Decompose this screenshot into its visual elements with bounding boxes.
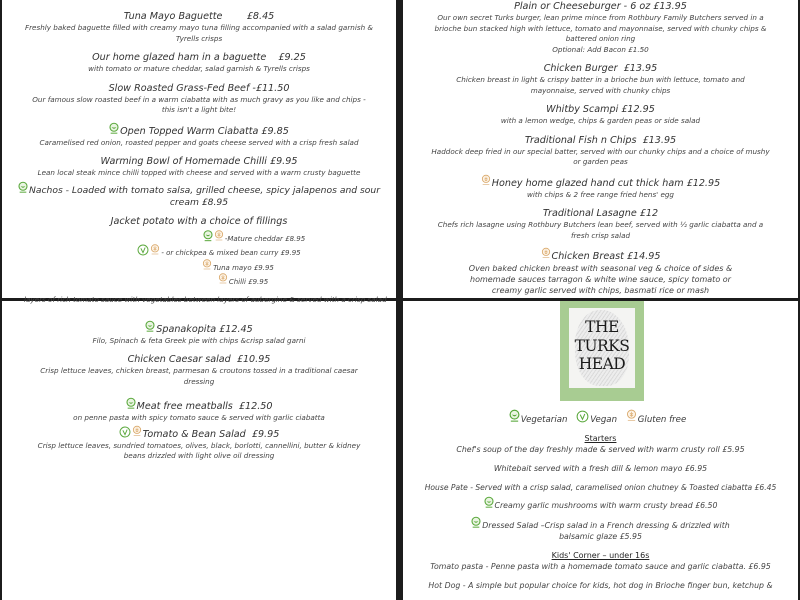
menu-page-top-right [403,0,798,298]
kids-item: Tomato pasta - Penne pasta with a homemade tomato sauce and garlic ciabatta. £6.95 [430,562,771,571]
starter-item: Whitebait served with a fresh dill & lemon mayo £6.95 [493,464,708,473]
vegetarian-icon [484,496,494,509]
item-description: Haddock deep fried in our special batter, served with our chunky chips and a choice of mushy or garden peas [431,146,770,166]
menu-item [2,156,396,179]
vegetarian-icon [471,516,481,529]
menu-page-bottom-right [403,301,798,600]
menu-item [2,181,396,209]
item-description: with tomato or mature cheddar, salad garnish & Tyrells crisps [88,64,310,73]
item-title: Traditional Fish n Chips £13.95 [524,134,677,146]
kids-item: Hot Dog - A simple but popular choice for kids, hot dog in Brioche finger bun, ketchup & [428,581,773,590]
item-title: Plain or Cheeseburger - 6 oz £13.95 [514,1,687,12]
vegetarian-icon [126,397,136,410]
menu-item [2,354,396,387]
menu-item [403,1,798,55]
item-title-row [403,247,798,263]
menu-item [2,320,396,347]
item-title-row [2,122,396,138]
vegetarian-icon [145,320,155,333]
jacket-potato-section [2,216,396,288]
item-extra: Optional: Add Bacon £1.50 [552,44,649,54]
item-title: Our home glazed ham in a baguette £9.25 [92,52,306,63]
item-description: Freshly baked baguette filled with creamy mayo tuna filling accompanied with a salad garnish & Tyrells crisps [24,23,374,43]
item-title: Tomato & Bean Salad £9.95 [142,428,280,440]
item-title: Honey home glazed hand cut thick ham £12.95 [491,177,721,189]
starter-item: Dressed Salad –Crisp salad in a French dressing & drizzled with balsamic glaze £5.95 [403,516,798,542]
item-description: with chips & 2 free range fried hens' egg [526,189,674,199]
item-title-row [2,425,396,441]
menu-item [2,52,396,75]
item-title: Chicken Burger £13.95 [543,63,658,74]
menu-item [403,135,798,168]
item-title: Open Topped Warm Ciabatta £9.85 [120,125,289,137]
cut-off-description: layers of rich tomato sauce with vegetables between layers of aubergine & served with a crisp salad [24,295,387,304]
item-description: Caramelised red onion, roasted pepper and goats cheese served with a crisp fresh salad [39,137,359,147]
item-title: Jacket potato with a choice of fillings [110,215,288,227]
item-title: Meat free meatballs £12.50 [136,401,273,412]
item-title-row [403,174,798,190]
menu-item [2,122,396,149]
legend-vegetarian: Vegetarian [509,415,568,425]
item-title: Chicken Breast £14.95 [551,251,661,262]
item-title: Tuna Mayo Baguette £8.45 [123,11,275,22]
menu-item [2,425,396,462]
filling-row [2,259,396,274]
item-title: Chicken Caesar salad £10.95 [127,354,271,365]
filling-label: Chilli £9.95 [228,278,269,286]
item-description: Chicken breast in light & crispy batter in a brioche bun with lettuce, tomato and mayonnaise, served with chunky chips [456,75,745,95]
vegetarian-icon [509,409,520,423]
vegan-icon [119,426,131,438]
menu-item [403,247,798,296]
menu-item [2,11,396,44]
item-description: Our famous slow roasted beef in a warm ciabatta with as much gravy as you like and chips -this isn't a light bite! [32,94,366,114]
item-description: Our own secret Turks burger, lean prime mince from Rothbury Family Butchers served in a brioche bun stacked high with lettuce, tomato and mayonnaise, served with chunky chips & battered onion ring [434,13,767,43]
menu-item [2,83,396,116]
filling-row [2,230,396,245]
item-description: Crisp lettuce leaves, chicken breast, parmesan & croutons tossed in a traditional caesar dressing [40,366,358,386]
item-description: Chefs rich lasagne using Rothbury Butchers lean beef, served with ½ garlic ciabatta and a fresh crisp salad [437,220,764,240]
item-description: Crisp lettuce leaves, sundried tomatoes, olives, black, borlotti, cannellini, butter & kidney beans drizzled with light olive oil dressing [37,440,361,460]
starter-item: House Pate - Served with a crisp salad, caramelised onion chutney & Toasted ciabatta £6.45 [424,483,777,492]
menu-item [403,174,798,201]
vegetarian-icon [109,122,119,135]
menu-page-top-left [2,0,396,298]
item-description: with a lemon wedge, chips & garden peas or side salad [500,116,701,125]
gluten-free-icon [150,244,160,256]
logo-text: THE TURKS HEAD [574,318,630,373]
legend-gluten-free: Gluten free [626,415,686,425]
item-title: Whitby Scampi £12.95 [546,104,655,115]
menu-item [403,104,798,127]
filling-row [2,273,396,288]
gluten-free-icon [214,230,224,242]
gluten-free-icon [218,273,228,285]
vegan-icon [137,244,149,256]
filling-row [2,244,396,259]
filling-label: Tuna mayo £9.95 [213,263,274,272]
menu-item [403,208,798,241]
starter-item: Chef's soup of the day freshly made & served with warm crusty roll £5.95 [456,445,745,454]
item-description: Filo, Spinach & feta Greek pie with chips &crisp salad garni [92,335,306,345]
item-title-row [2,181,396,209]
section-heading-kids: Kids' Corner – under 16s [551,551,650,560]
item-title: Traditional Lasagne £12 [542,208,659,219]
item-title: Slow Roasted Grass-Fed Beef -£11.50 [108,82,290,94]
item-title-row [2,320,396,336]
legend-vegan: Vegan [576,415,617,425]
gluten-free-icon [481,174,491,187]
gluten-free-icon [541,247,551,260]
menu-item [403,63,798,96]
filling-label: -Mature cheddar £8.95 [224,234,306,243]
gluten-free-icon [626,409,637,423]
item-title-row [2,397,396,413]
gluten-free-icon [132,425,142,438]
vegetarian-icon [203,230,213,242]
item-description: Lean local steak mince chilli topped with cheese and served with a warm crusty baguette [37,168,361,177]
item-description: on penne pasta with spicy tomato sauce & served with garlic ciabatta [73,413,325,422]
starter-item: Creamy garlic mushrooms with warm crusty bread £6.50 [403,496,798,512]
section-heading-starters: Starters [584,434,617,443]
item-description: Oven baked chicken breast with seasonal veg & choice of sides & homemade sauces tarragon & white wine sauce, spicy tomato or creamy garlic served with chips, basmati rice or mash [468,264,733,295]
vegetarian-icon [18,181,28,194]
vegan-icon [576,410,589,423]
filling-label: - or chickpea & mixed bean curry £9.95 [161,249,301,257]
item-title: Warming Bowl of Homemade Chilli £9.95 [100,156,298,167]
menu-item [2,397,396,424]
item-title: Spanakopita £12.45 [156,323,253,335]
menu-page-bottom-left [2,295,396,600]
item-title: Nachos - Loaded with tomato salsa, grilled cheese, spicy jalapenos and sour cream £8.95 [28,184,381,208]
gluten-free-icon [202,259,212,271]
turks-head-logo [560,301,644,401]
dietary-legend [403,409,798,426]
